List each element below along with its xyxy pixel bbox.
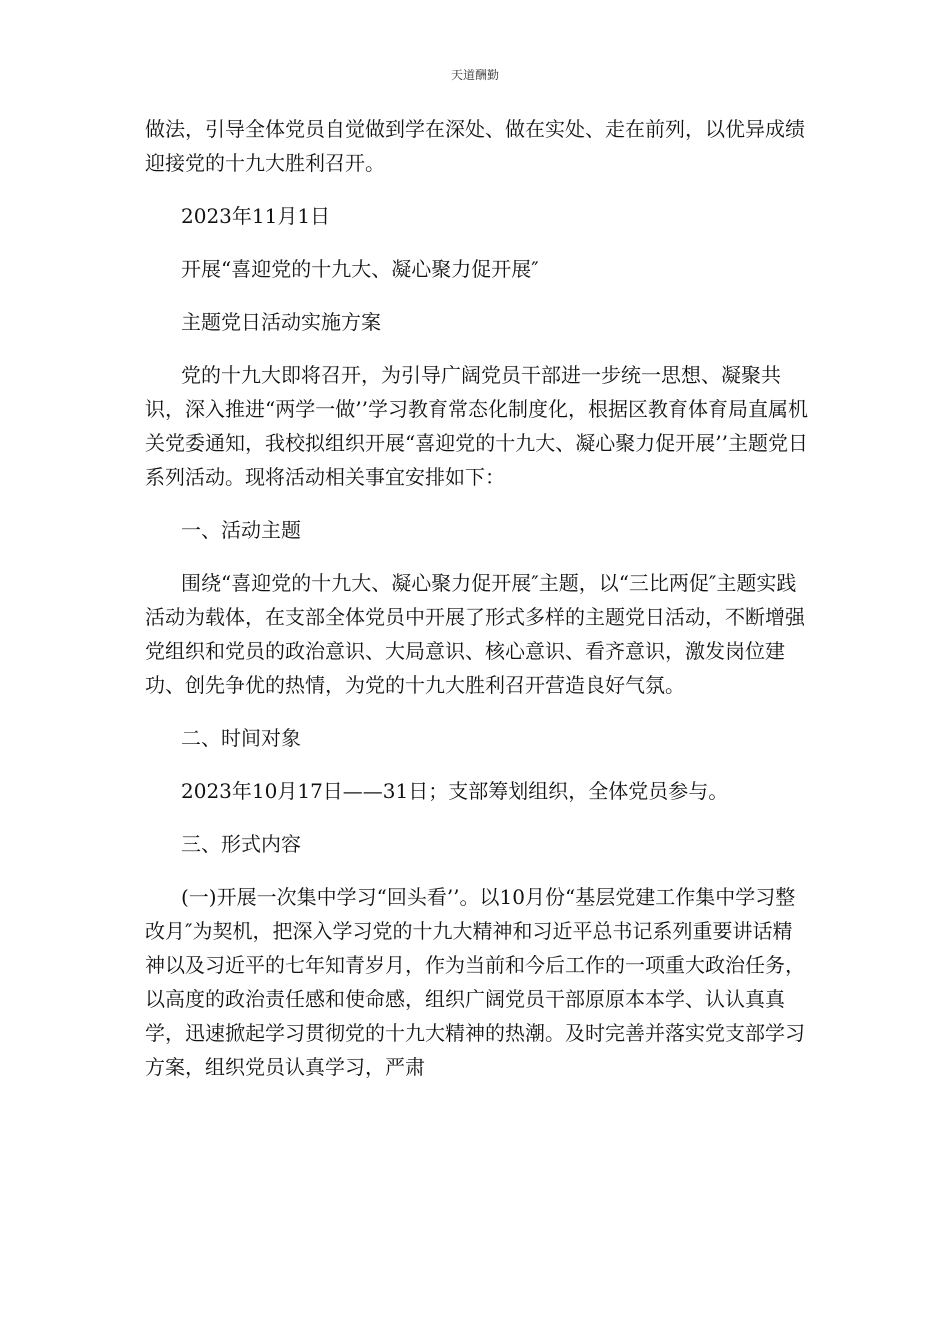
section-heading-1: 一、活动主题	[181, 518, 301, 542]
paragraph-continuation: 做法，引导全体党员自觉做到学在深处、做在实处、走在前列，以优异成绩迎接党的十九大胜利召开。	[145, 117, 805, 175]
document-body	[145, 112, 810, 1084]
section-heading-3: 三、形式内容	[181, 832, 301, 856]
section-1-paragraph: 围绕“喜迎党的十九大、凝心聚力促开展″主题，以“三比两促″主题实践活动为载体，在支部全体党员中开展了形式多样的主题党日活动，不断增强党组织和党员的政治意识、大局意识、核心意识、看齐意识，激发岗位建功、创先争优的热情，为党的十九大胜利召开营造良好气氛。	[145, 571, 805, 697]
section-2-paragraph: 2023年10月17日——31日；支部筹划组织，全体党员参与。	[181, 779, 729, 803]
page-header: 天道酬勤	[450, 68, 499, 82]
date-line: 2023年11月1日	[181, 204, 331, 228]
intro-paragraph: 党的十九大即将召开，为引导广阔党员干部进一步统一思想、凝聚共识，深入推进“两学一做’’学习教育常态化制度化，根据区教育体育局直属机关党委通知，我校拟组织开展“喜迎党的十九大、凝心聚力促开展’’主题党日系列活动。现将活动相关事宜安排如下：	[145, 363, 808, 489]
section-heading-2: 二、时间对象	[181, 726, 301, 750]
document-title-line-2: 主题党日活动实施方案	[181, 310, 381, 334]
document-title-line-1: 开展“喜迎党的十九大、凝心聚力促开展″	[181, 257, 539, 281]
section-3-paragraph: (一)开展一次集中学习“回头看’’。以10月份“基层党建工作集中学习整改月″为契机，把深入学习党的十九大精神和习近平总书记系列重要讲话精神以及习近平的七年知青岁月，作为当前和今后工作的一项重大政治任务，以高度的政治责任感和使命感，组织广阔党员干部原原本本学、认认真真学，迅速掀起学习贯彻党的十九大精神的热潮。及时完善并落实党支部学习方案，组织党员认真学习，严肃	[145, 885, 805, 1079]
